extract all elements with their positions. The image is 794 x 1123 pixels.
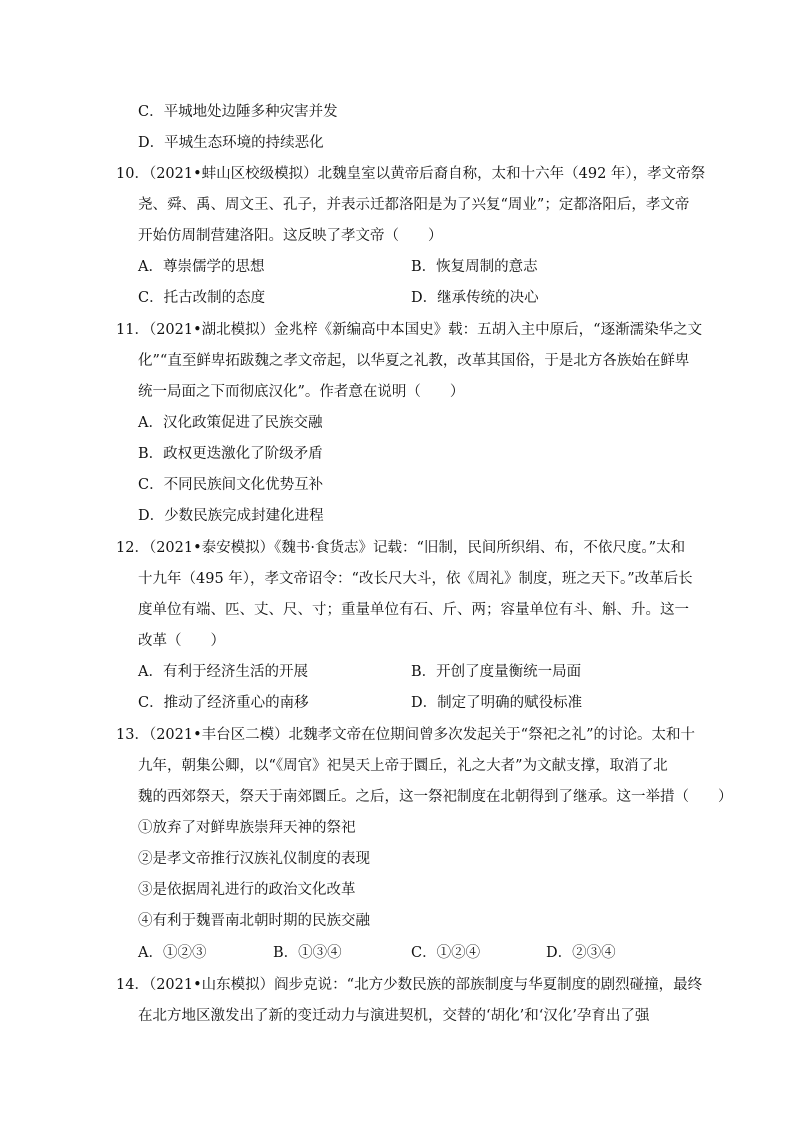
- q13-statement-2: ②是孝文帝推行汉族礼仪制度的表现: [138, 851, 370, 867]
- q13-stem-line-1: 13．（2021•丰台区二模）北魏孝文帝在位期间曾多次发起关于“祭祀之礼”的讨论。太和十: [116, 727, 695, 743]
- q12-option-c: C．推动了经济重心的南移: [138, 695, 309, 711]
- q14-stem-line-2: 在北方地区激发出了新的变迁动力与演进契机，交替的‘胡化’和‘汉化’孕育出了强: [138, 1008, 650, 1024]
- q11-option-c: C．不同民族间文化优势互补: [138, 477, 324, 493]
- q10-stem-line-2: 尧、舜、禹、周文王、孔子，并表示迁都洛阳是为了兴复“周业”；定都洛阳后，孝文帝: [138, 197, 690, 213]
- q11-option-d: D．少数民族完成封建化进程: [138, 508, 324, 524]
- q13-statement-4: ④有利于魏晋南北朝时期的民族交融: [138, 913, 370, 929]
- q9-option-d: D．平城生态环境的持续恶化: [138, 135, 324, 151]
- q10-stem-line-1: 10．（2021•蚌山区校级模拟）北魏皇室以黄帝后裔自称，太和十六年（492 年），孝文帝祭: [116, 166, 706, 182]
- q11-stem-line-3: 统一局面之下而彻底汉化”。作者意在说明（ ）: [138, 384, 465, 400]
- q10-option-d: D．继承传统的决心: [411, 290, 539, 306]
- q11-stem-line-1: 11．（2021•湖北模拟）金兆梓《新编高中本国史》载：五胡入主中原后，“逐渐濡染华之文: [116, 322, 703, 338]
- q13-statement-1: ①放弃了对鲜卑族崇拜天神的祭祀: [138, 820, 356, 836]
- q13-option-c: C．①②④: [411, 945, 481, 961]
- q13-options-row: [138, 943, 678, 963]
- q10-option-b: B．恢复周制的意志: [411, 259, 538, 275]
- q12-option-a: A．有利于经济生活的开展: [138, 664, 308, 680]
- q13-stem-line-3: 魏的西郊祭天，祭天于南郊圜丘。之后，这一祭祀制度在北朝得到了继承。这一举措（ ）: [138, 789, 733, 805]
- q10-options-row-1: [138, 257, 678, 277]
- q12-stem-line-1: 12．（2021•泰安模拟）《魏书·食货志》记载：“旧制，民间所织绢、布，不依尺度。”太和: [116, 540, 686, 556]
- q14-stem-line-1: 14．（2021•山东模拟）阎步克说：“北方少数民族的部族制度与华夏制度的剧烈碰撞，最终: [116, 977, 703, 993]
- q12-options-row-2: [138, 693, 678, 713]
- q13-option-d: D．②③④: [546, 945, 616, 961]
- q12-stem-line-4: 改革（ ）: [138, 633, 225, 649]
- q12-option-d: D．制定了明确的赋役标准: [411, 695, 583, 711]
- q11-stem-line-2: 化”“直至鲜卑拓跋魏之孝文帝起，以华夏之礼教，改革其国俗，于是北方各族始在鲜卑: [138, 353, 690, 369]
- q12-stem-line-3: 度单位有端、匹、丈、尺、寸；重量单位有石、斤、两；容量单位有斗、斛、升。这一: [138, 602, 689, 618]
- q10-option-a: A．尊崇儒学的思想: [138, 259, 265, 275]
- q13-stem-line-2: 九年，朝集公卿，以“《周官》祀昊天上帝于圜丘，礼之大者”为文献支撑，取消了北: [138, 758, 668, 774]
- q10-option-c: C．托古改制的态度: [138, 290, 266, 306]
- q13-option-a: A．①②③: [138, 945, 207, 961]
- q12-options-row-1: [138, 662, 678, 682]
- q12-option-b: B．开创了度量衡统一局面: [411, 664, 582, 680]
- q13-statement-3: ③是依据周礼进行的政治文化改革: [138, 882, 356, 898]
- q10-options-row-2: [138, 288, 678, 308]
- q11-option-a: A．汉化政策促进了民族交融: [138, 415, 323, 431]
- q11-option-b: B．政权更迭激化了阶级矛盾: [138, 446, 323, 462]
- q12-stem-line-2: 十九年（495 年），孝文帝诏令：“改长尺大斗，依《周礼》制度，班之天下。”改革后长: [138, 571, 693, 587]
- q9-option-c: C．平城地处边陲多种灾害并发: [138, 104, 338, 120]
- q13-option-b: B．①③④: [273, 945, 342, 961]
- q10-stem-line-3: 开始仿周制营建洛阳。这反映了孝文帝（ ）: [138, 228, 443, 244]
